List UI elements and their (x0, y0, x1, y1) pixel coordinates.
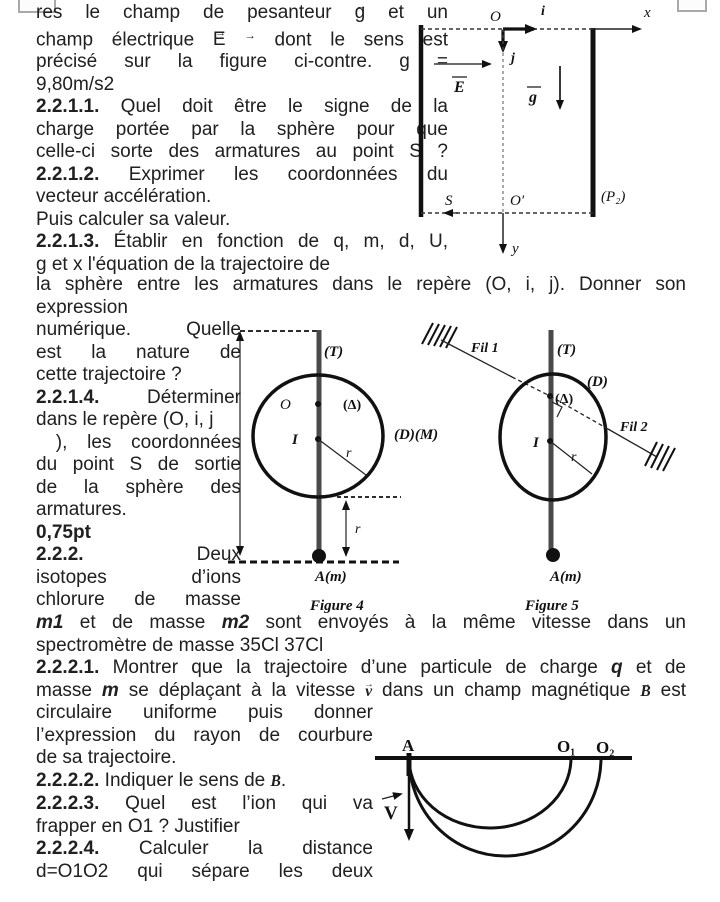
label-plate-P2: (P₂) (601, 189, 626, 205)
text-line: celle-ci sorte des armatures au point S ? (36, 141, 448, 163)
caption-figure-5: Figure 5 (525, 598, 579, 614)
label-g-vector: g (529, 89, 537, 106)
text-line: 2.2.2.4. Calculer la distance (36, 838, 373, 859)
wall-anchor-right (645, 442, 675, 471)
label-T: (T) (324, 344, 344, 360)
trajectory-to-O2 (409, 758, 601, 856)
text-line: chlorure de masse (36, 589, 241, 610)
text-line: res le champ de pesanteur g → et un (36, 2, 448, 25)
label-V-vector: V (384, 803, 398, 824)
text-line: g et x l'équation de la trajectoire de (36, 253, 331, 275)
text-line: numérique. Quelle (36, 319, 241, 340)
text-line: Puis calculer sa valeur. (36, 208, 231, 230)
label-T: (T) (557, 342, 577, 358)
label-r: r (571, 450, 577, 465)
text-line: 2.2.2. Deux (36, 544, 241, 565)
label-D: (D) (587, 374, 608, 390)
paragraph-narrow-2214-222 (36, 319, 241, 612)
text-line: 2.2.1.2. Exprimer les coordonnées du (36, 163, 448, 185)
figure-mass-spectrometer (370, 722, 670, 872)
paragraph-full-width-spectrometre (36, 612, 686, 703)
paragraph-intro-and-2211-2213 (36, 2, 448, 276)
text-line: 0,75pt (36, 521, 91, 543)
text-line: de la sphère des (36, 476, 241, 498)
label-I: I (533, 435, 539, 451)
figure-4 (228, 330, 438, 614)
label-A-m: A(m) (550, 569, 582, 585)
paragraph-narrow-2222-2224 (36, 702, 373, 883)
text-line: 2.2.2.1. Montrer que la trajectoire d’une particule de charge q et de (36, 657, 686, 678)
figure-5 (422, 323, 675, 614)
text-line: 2.2.1.1. Quel doit être le signe de la (36, 96, 448, 118)
text-line: 2.2.1.4. Déterminer (36, 386, 241, 408)
paragraph-full-width-trajectoire (36, 274, 686, 319)
label-D-M: (D)(M) (394, 427, 439, 443)
wall-anchor-top-left (422, 323, 457, 348)
label-y-axis: y (512, 241, 519, 257)
text-line: circulaire uniforme puis donner (36, 702, 373, 723)
text-line: 2.2.2.2. Indiquer le sens de B →. (36, 770, 373, 794)
text-line: charge portée par la sphère pour que (36, 118, 448, 140)
text-line: 9,80m/s2 (36, 73, 115, 95)
label-I: I (292, 432, 298, 448)
figure-capacitor-plates (400, 0, 720, 265)
V-label-arrow (382, 794, 401, 799)
label-point-S: S (445, 193, 453, 209)
label-fil-1: Fil 1 (471, 341, 499, 356)
text-line: d=O1O2 qui sépare les deux (36, 860, 373, 882)
label-point-O1: O₁ (557, 737, 576, 756)
text-line: armatures. (36, 499, 127, 520)
text-line: précisé sur la figure ci-contre. g = (36, 51, 448, 73)
label-A-m: A(m) (315, 569, 347, 585)
label-x-axis: x (644, 5, 651, 21)
text-line: isotopes d’ions (36, 566, 241, 588)
label-delta: (Δ) (555, 392, 574, 407)
label-j-unit-vector: j (511, 51, 515, 66)
text-line: est la nature de (36, 341, 241, 363)
label-r: r (346, 446, 352, 461)
trajectory-to-O1 (409, 758, 571, 828)
radius-line (318, 439, 366, 475)
figure-4-and-5-pendulums (225, 318, 700, 618)
text-line: cette trajectoire ? (36, 364, 182, 385)
axis-point (315, 401, 321, 407)
text-line: spectromètre de masse 35Cl 37Cl (36, 634, 324, 656)
text-line: 2.2.1.3. Établir en fonction de q, m, d, U, (36, 231, 448, 253)
label-i-unit-vector: i (541, 4, 545, 19)
mass-A (546, 548, 560, 562)
label-fil-2: Fil 2 (620, 420, 648, 435)
label-delta: (Δ) (343, 398, 362, 413)
caption-figure-4: Figure 4 (310, 598, 364, 614)
label-r-small: r (355, 522, 361, 537)
text-line: ), les coordonnées (36, 431, 241, 453)
text-line: dans le repère (O, i, j (36, 409, 214, 430)
label-O: O (280, 397, 291, 413)
text-line: de sa trajectoire. (36, 747, 177, 768)
label-point-A: A (402, 736, 415, 755)
text-line: m1 et de masse m2 sont envoyés à la même vitesse dans un (36, 612, 686, 633)
label-origin-O: O (490, 9, 501, 25)
label-point-O2: O₂ (596, 738, 615, 757)
text-line: du point S de sortie (36, 454, 241, 475)
text-line: vecteur accélération. (36, 186, 212, 208)
text-line: frapper en O1 ? Justifier (36, 815, 240, 837)
text-line: masse m se déplaçant à la vitesse v → dans un champ magnétique B → est (36, 680, 686, 704)
text-line: l’expression du rayon de courbure (36, 724, 373, 746)
label-E-vector: E (454, 79, 465, 96)
text-line: 2.2.2.3. Quel est l’ion qui va (36, 793, 373, 814)
label-point-O-prime: O′ (510, 193, 525, 209)
text-line: la sphère entre les armatures dans le repère (O, i, j). Donner son (36, 274, 686, 295)
text-line: champ électrique E → → dont le sens est (36, 25, 448, 52)
text-line: expression (36, 296, 128, 318)
